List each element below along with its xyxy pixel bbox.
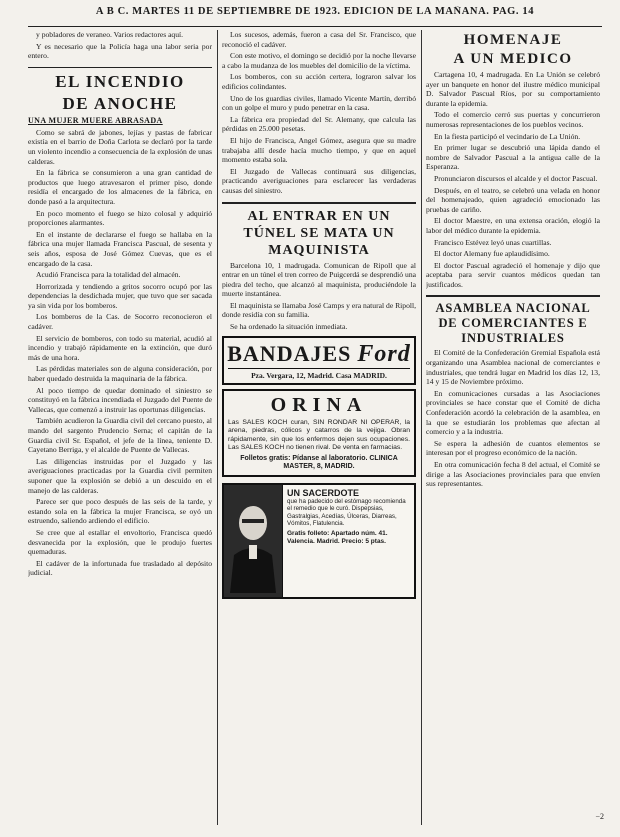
article-paragraph: Todo el comercio cerró sus puertas y concurrieron numerosas representaciones de los pueblos vecinos. [426,110,600,129]
page-header: A B C. MARTES 11 DE SEPTIEMBRE DE 1923. EDICION DE LA MAÑANA. PAG. 14 [95,6,535,17]
article-paragraph: Barcelona 10, 1 madrugada. Comunican de Ripoll que al entrar en un túnel el tren correo de Puigcerdá se desprendió una piedra del techo, que alcanzó al maquinista, produciéndole la muerte instantánea. [222,260,416,299]
article-paragraph: La fábrica era propiedad del Sr. Alemany, que calcula las pérdidas en 25.000 pesetas. [222,114,416,134]
article-paragraph: En primer lugar se descubrió una lápida dando el nombre de Salvador Pascual a la antigua calle de la Esperanza. [426,143,600,172]
article-paragraph: Con este motivo, el domingo se decidió por la noche llevarse a cabo la mudanza de los muebles del domicilio de la víctima. [222,51,416,70]
article-paragraph: En el instante de declararse el fuego se hallaba en la fábrica una mujer llamada Francisca Pascual, de sesenta y seis años, esposa de José Gómez Cuevas, que es el encargado de la casa. [28,229,212,268]
assembly-headline: ASAMBLEA NACIONAL DE COMERCIANTES E INDUSTRIALES [435,301,591,346]
ford-logo: Ford [357,340,411,367]
fire-headline-line-1: EL INCENDIO [55,71,185,91]
article-paragraph: El doctor Alemany fue aplaudidísimo. [434,249,550,259]
article-separator [28,67,212,68]
column-divider-1 [217,30,218,825]
article-paragraph: En comunicaciones cursadas a las Asociaciones provinciales se hace constar que el Comité de dicha Confederación acordó la celebración de la asamblea, en la que se estudiarán los problemas que afectan al comercio y a la industria. [426,388,600,437]
page-number-mark: −2 [595,812,604,821]
column-1 [28,30,212,827]
article-paragraph: El maquinista se llamaba José Camps y era natural de Ripoll, donde residía con su familia. [222,300,416,320]
fire-headline-line-2: DE ANOCHE [62,93,178,113]
ford-ad-address: Pza. Vergara, 12, Madrid. Casa MADRID. [251,370,387,380]
article-paragraph: El cadáver de la infortunada fue trasladado al depósito judicial. [28,558,212,578]
homage-headline-line-1: HOMENAJE [463,32,563,48]
article-paragraph: Después, en el teatro, se celebró una velada en honor del homenajeado, quien agradeció emocionado las pruebas de cariño. [426,185,600,214]
article-paragraph: El doctor Pascual agradeció el homenaje y dijo que aceptaba para servir cuantos médicos quedan tan justificados. [426,260,600,289]
header-rule [28,26,602,27]
article-paragraph: Francisco Estévez leyó unas cuartillas. [434,237,552,247]
article-paragraph: Como se sabrá de jabones, lejías y pastas de fabricar existía en el barrio de Doña Carlota se declaró por la tarde un violento incendio a consecuencia de la explosión de unas calderas. [28,127,212,166]
article-paragraph: En la fábrica se consumieron a una gran cantidad de productos que luego atravesaron el primer piso, donde residía el encargado de los almacenes de la fábrica, en donde pasó a la arquitectura. [28,168,212,206]
sacerdote-ad-text: que ha padecido del estómago recomienda el remedio que le curó. Dispepsias, Gastralgias, Acedías, Úlceras, Diarreas, Vómitos, Flatulencia. [287,497,406,528]
article-paragraph: El doctor Maestre, en una extensa oración, elogió la labor del médico durante la epidemia. [426,216,600,235]
ford-advertisement [222,336,416,385]
article-paragraph: Las pérdidas materiales son de alguna consideración, por haber quedado destruida la maquinaria de la fábrica. [28,364,212,384]
sacerdote-ad-title: UN SACERDOTE [287,487,360,498]
article-paragraph: Se cree que al estallar el envoltorio, Francisca quedó desvanecida por la explosión, que le produjo fuertes quemaduras. [28,527,212,557]
column-3 [426,30,600,827]
article-paragraph: El servicio de bomberos, con todo su material, acudió al incendio y trabajó rápidamente en la extinción, que duró más de una hora. [28,333,212,362]
ford-ad-title [228,341,410,369]
article-paragraph: En la fiesta participó el vecindario de La Unión. [434,131,581,141]
column-2 [222,30,416,827]
sacerdote-ad-cta: Gratis folleto: Apartado núm. 41. Valencia. Madrid. Precio: 5 ptas. [287,530,388,546]
article-paragraph: Al poco tiempo de quedar dominado el siniestro se constituyó en la fábrica incendiada el Juzgado del Puente de Vallecas, que comenzó a instruir las oportunas diligencias. [28,385,212,414]
article-paragraph: También acudieron la Guardia civil del cercano puesto, al mando del sargento Prudencio Serna; el capitán de la Guardia civil Sr. Español, el jefe de la línea, teniente D. Cayetano Berriga, y el alcalde de Puente de Vallecas. [28,416,212,455]
portrait-illustration [224,485,282,593]
column-divider-2 [421,30,422,825]
article-paragraph: Cartagena 10, 4 madrugada. En La Unión se celebró ayer un banquete en honor del ilustre médico municipal D. Salvador Pascual Ríos, por su comportamiento durante la epidemia. [426,70,600,108]
article-paragraph: En poco momento el fuego se hizo colosal y adquirió proporciones alarmantes. [28,208,212,228]
article-paragraph: Los bomberos de la Cas. de Socorro reconocieron el cadáver. [28,312,212,332]
portrait-photo [224,485,283,597]
article-paragraph: Pronunciaron discursos el alcalde y el doctor Pascual. [434,173,598,183]
intro-paragraph: y pobladores de veraneo. Varios redactores aquí. [36,30,184,39]
orina-ad-cta: Folletos gratis: Pídanse al laboratorio. CLINICA MASTER, 8, MADRID. [240,454,398,471]
homage-headline-line-2: A UN MEDICO [453,51,573,67]
fire-subheadline: UNA MUJER MUERE ABRASADA [28,115,163,125]
ford-ad-word: BANDAJES [227,341,352,367]
article-separator [222,202,416,204]
sacerdote-ad-text-block [283,485,414,597]
article-paragraph: Se espera la adhesión de cuantos elementos se interesan por el progreso económico de la nación. [426,438,600,458]
sacerdote-advertisement [222,483,416,599]
article-paragraph: Se ha ordenado la situación inmediata. [230,322,348,332]
article-paragraph: Los sucesos, además, fueron a casa del Sr. Francisco, que reconoció el cadáver. [222,30,416,49]
article-paragraph: Los bomberos, con su acción certera, lograron salvar los edificios colindantes. [222,72,416,91]
article-paragraph: Uno de los guardias civiles, llamado Vicente Martín, derribó con un golpe el muro y pudo penetrar en la casa. [222,93,416,113]
orina-ad-text: Las SALES KOCH curan, SIN RONDAR NI OPERAR, la arena, piedras, cólicos y catarros de la vejiga. Obran rápidamente, sin que los enfermos dejen sus ocupaciones. Las SALES KOCH no tienen rival. De venta en farmacias. [228,418,410,452]
article-paragraph: Las diligencias instruidas por el Juzgado y las averiguaciones practicadas por la Guardia civil permiten suponer que la explosión se debió a un descuido en el manejo de las calderas. [28,456,212,495]
intro-paragraph: Y es necesario que la Policía haga una labor seria por entero. [28,41,212,61]
article-paragraph: Parece ser que poco después de las seis de la tarde, y estando sola en la fábrica la mujer Francisca, se oyó un estruendo, saliendo ardiendo el edificio. [28,497,212,526]
article-separator [426,295,600,297]
tunnel-headline: AL ENTRAR EN UN TÚNEL SE MATA UN MAQUINISTA [243,208,395,258]
article-paragraph: Horrorizada y tendiendo a gritos socorro ocupó por las dependencias la desdichada mujer, que tuvo que ser sacada ya sin vida por los bomberos. [28,281,212,310]
article-paragraph: Acudió Francisca para la totalidad del almacén. [36,270,181,280]
article-paragraph: El Comité de la Confederación Gremial Española está organizando una Asamblea nacional de comerciantes e industriales, que tendrá lugar en Madrid los días 12, 13, 14 y 15 de Noviembre próximo. [426,348,600,387]
article-paragraph: El hijo de Francisca, Angel Gómez, asegura que su madre trabajaba allí desde hacía mucho tiempo, y que en aquel momento estaba sola. [222,135,416,165]
article-paragraph: En otra comunicación fecha 8 del actual, el Comité se dirige a las Asociaciones provinciales para que envíen sus representantes. [426,460,600,489]
article-paragraph: El Juzgado de Vallecas continuará sus diligencias, practicando averiguaciones para esclarecer las verdaderas causas del siniestro. [222,166,416,195]
orina-advertisement [222,389,416,477]
orina-ad-title: ORINA [270,393,368,416]
